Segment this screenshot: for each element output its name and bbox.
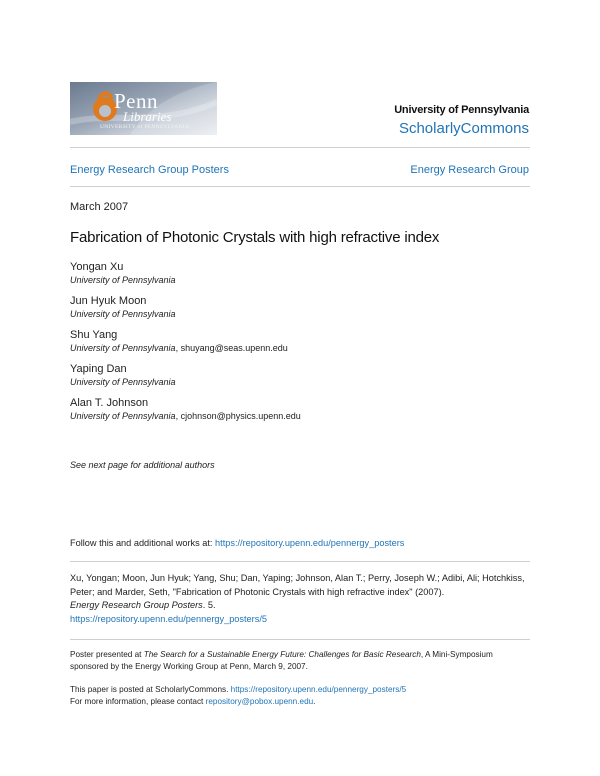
author-list <box>70 261 530 431</box>
poster-prefix: Poster presented at <box>70 650 144 659</box>
author-entry <box>70 261 530 286</box>
author-entry <box>70 363 530 388</box>
posted-link[interactable]: https://repository.upenn.edu/pennergy_posters/5 <box>230 685 407 694</box>
citation-text: Xu, Yongan; Moon, Jun Hyuk; Yang, Shu; Dan, Yaping; Johnson, Alan T.; Perry, Joseph W.; Adibi, Ali; Hotchkiss, Peter; and Marder, Seth, "Fabrication of Photonic Crystals with high refractive index" (2007). <box>70 573 525 597</box>
contact-email-link[interactable]: repository@pobox.upenn.edu <box>205 697 314 706</box>
divider-citation <box>70 561 530 562</box>
author-entry <box>70 397 530 422</box>
logo-penn-text: Penn <box>114 89 158 113</box>
author-affiliation: University of Pennsylvania <box>70 411 176 421</box>
contact-prefix: For more information, please contact <box>70 697 206 706</box>
follow-link[interactable]: https://repository.upenn.edu/pennergy_posters <box>215 538 405 548</box>
paper-title: Fabrication of Photonic Crystals with high refractive index <box>70 229 440 246</box>
author-name: Jun Hyuk Moon <box>70 295 147 307</box>
author-entry <box>70 329 530 354</box>
author-affiliation: University of Pennsylvania <box>70 343 176 353</box>
logo-university-text: UNIVERSITY of PENNSYLVANIA <box>100 124 190 130</box>
follow-line <box>70 538 404 548</box>
author-affiliation: University of Pennsylvania <box>70 309 176 319</box>
publication-date: March 2007 <box>70 201 129 213</box>
author-affiliation: University of Pennsylvania <box>70 275 176 285</box>
poster-event: The Search for a Sustainable Energy Future: Challenges for Basic Research <box>143 650 421 659</box>
author-affiliation-line <box>70 274 530 286</box>
citation-link[interactable]: https://repository.upenn.edu/pennergy_posters/5 <box>70 613 267 624</box>
additional-authors-note: See next page for additional authors <box>70 460 215 470</box>
recommended-citation <box>70 572 530 626</box>
group-link[interactable]: Energy Research Group <box>410 164 529 176</box>
series-link[interactable]: Energy Research Group Posters <box>70 164 229 176</box>
divider-breadcrumb <box>70 186 530 187</box>
poster-suffix: , A Mini-Symposium sponsored by the Energy Working Group at Penn, March 9, 2007. <box>70 650 493 671</box>
penn-libraries-logo[interactable] <box>70 82 217 135</box>
author-name: Yongan Xu <box>70 261 124 273</box>
poster-note <box>70 649 530 673</box>
logo-libraries-text: Libraries <box>123 109 172 124</box>
author-email[interactable]: , cjohnson@physics.upenn.edu <box>175 411 301 421</box>
author-affiliation-line <box>70 410 530 422</box>
citation-series: Energy Research Group Posters <box>70 600 203 610</box>
posted-note <box>70 684 530 708</box>
author-name: Alan T. Johnson <box>70 397 149 409</box>
author-affiliation: University of Pennsylvania <box>70 377 176 387</box>
author-affiliation-line <box>70 342 530 354</box>
author-affiliation-line <box>70 308 530 320</box>
author-name: Yaping Dan <box>70 363 127 375</box>
follow-text: Follow this and additional works at: <box>70 538 216 548</box>
repository-link[interactable]: ScholarlyCommons <box>398 120 529 137</box>
posted-prefix: This paper is posted at ScholarlyCommons. <box>70 685 231 694</box>
citation-number: . 5. <box>202 600 216 610</box>
divider-poster <box>70 639 530 640</box>
contact-suffix: . <box>313 697 316 706</box>
author-entry <box>70 295 530 320</box>
divider-top <box>70 147 530 148</box>
author-affiliation-line <box>70 376 530 388</box>
institution-name: University of Pennsylvania <box>394 104 529 116</box>
author-email[interactable]: , shuyang@seas.upenn.edu <box>175 343 288 353</box>
author-name: Shu Yang <box>70 329 118 341</box>
